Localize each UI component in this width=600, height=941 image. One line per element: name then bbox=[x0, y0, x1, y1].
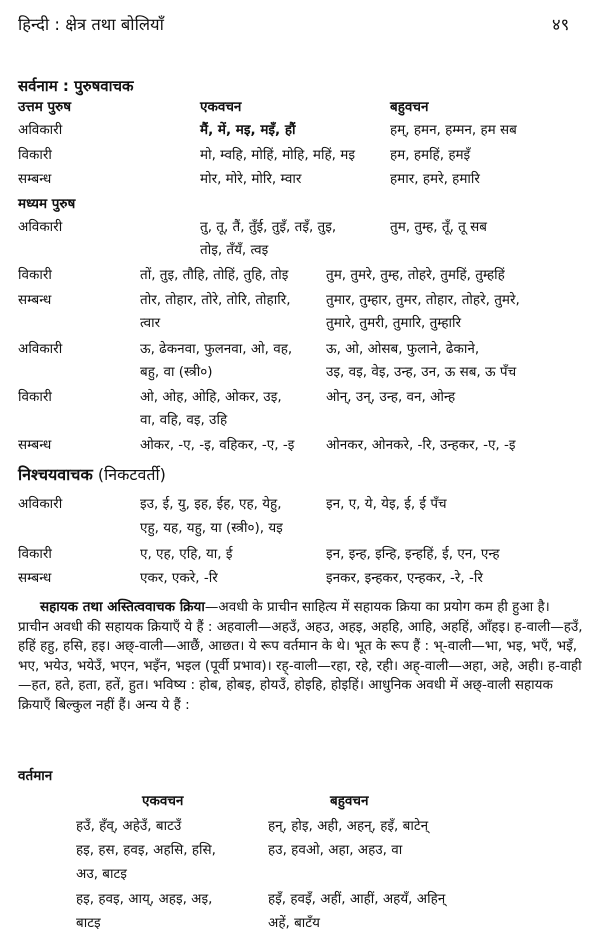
singular-forms: तोर, तोहार, तोरे, तोरि, तोहारि, bbox=[140, 292, 291, 308]
row-label: विकारी bbox=[18, 546, 52, 562]
second-person-heading: मध्यम पुरुष bbox=[18, 196, 76, 212]
demonstrative-title: निश्चयवाचक bbox=[18, 465, 93, 484]
row-label: अविकारी bbox=[18, 496, 63, 512]
col-plural: बहुवचन bbox=[390, 99, 429, 115]
plural-forms: ओन्, उन्, उन्ह, वन, ओन्ह bbox=[326, 389, 456, 405]
running-title: हिन्दी : क्षेत्र तथा बोलियाँ bbox=[18, 15, 164, 34]
singular-forms: हइ, हवइ, आय्, अहइ, अइ, bbox=[76, 891, 213, 907]
plural-forms: हमार, हमरे, हमारि bbox=[390, 171, 480, 187]
plural-forms: हन्, होइ, अही, अहन्, हइँ, बाटेन् bbox=[268, 818, 429, 834]
singular-forms: ओ, ओह, ओहि, ओकर, उइ, bbox=[140, 389, 282, 405]
singular-forms: बाटइ bbox=[76, 915, 101, 931]
col-singular: एकवचन bbox=[200, 99, 242, 115]
singular-forms: ओकर, -ए, -इ, वहिकर, -ए, -इ bbox=[140, 437, 295, 453]
section-title-pronoun: सर्वनाम : पुरुषवाचक bbox=[18, 77, 134, 95]
col-singular: एकवचन bbox=[142, 793, 184, 809]
plural-forms: उइ, वइ, वेइ, उन्ह, उन, ऊ सब, ऊ पँच bbox=[326, 364, 517, 380]
section-title-demonstrative bbox=[18, 465, 166, 485]
singular-forms: एकर, एकरे, -रि bbox=[140, 570, 218, 586]
plural-forms: हइँ, हवइँ, अहीं, आहीं, अहयँ, अहिन् bbox=[268, 891, 446, 907]
plural-forms: हम, हमहिं, हमइँ bbox=[390, 147, 471, 163]
row-label: विकारी bbox=[18, 389, 52, 405]
singular-forms: मैं, में, मइ, मइँ, हौं bbox=[200, 122, 296, 138]
singular-forms: मोर, मोरे, मोरि, म्वार bbox=[200, 171, 302, 187]
col-plural: बहुवचन bbox=[330, 793, 369, 809]
plural-forms: ओनकर, ओनकरे, -रि, उन्हकर, -ए, -इ bbox=[326, 437, 516, 453]
row-label: सम्बन्ध bbox=[18, 171, 52, 187]
present-tense-heading: वर्तमान bbox=[18, 768, 53, 784]
plural-forms: हम्, हमन, हम्मन, हम सब bbox=[390, 122, 517, 138]
plural-forms: तुम, तुम्ह, तूँ, तू सब bbox=[390, 219, 487, 235]
singular-forms: इउ, ई, यु, इह, ईह, एह, येहु, bbox=[140, 496, 282, 512]
plural-forms: अहें, बाटँय bbox=[268, 915, 320, 931]
row-label: अविकारी bbox=[18, 122, 63, 138]
demonstrative-title-suffix: (निकटवर्ती) bbox=[97, 465, 166, 484]
singular-forms: तोइ, तँयँ, त्वइ bbox=[200, 242, 269, 258]
singular-forms: अउ, बाटइ bbox=[76, 866, 127, 882]
plural-forms: तुमारे, तुमरी, तुमारि, तुम्हारि bbox=[326, 315, 462, 331]
plural-forms: इनकर, इन्हकर, एन्हकर, -रे, -रि bbox=[326, 570, 483, 586]
plural-forms: इन, ए, ये, येइ, ई, ई पँच bbox=[326, 496, 447, 512]
paragraph-body: —अवधी के प्राचीन साहित्य में सहायक क्रिया का प्रयोग कम ही हुआ है। प्राचीन अवधी की सहायक क्रियाएँ ये हैं : अहवाली—अहउँ, अहउ, अहइ, अहहि, आहि, अहहिं, आँहइ। ह-वाली—हउँ, हहिं हहु, हसि, हइ। अछ्-वाली—आछैं, आछत। ये रूप वर्तमान के थे। भूत के रूप हैं : भ्-वाली—भा, भइ, भएँ, भइँ, भए, भयेउ, भयेउँ, भएन, भइँन, भइल (पूर्वी प्रभाव)। रह्-वाली—रहा, रहे, रही। अह्-वाली—अहा, अहे, अही। ह-वाही—हत, हते, हता, हतें, हुत। भविष्य : होब, होबइ, होयउँ, होइहि, होइहिं। आधुनिक अवधी में अछ्-वाली सहायक क्रियाएँ बिल्कुल नहीं हैं। अन्य ये हैं : bbox=[18, 599, 583, 713]
plural-forms: इन, इन्ह, इन्हि, इन्हहिं, ई, एन, एन्ह bbox=[326, 546, 500, 562]
plural-forms: हउ, हवओ, अहा, अहउ, वा bbox=[268, 842, 403, 858]
singular-forms: त्वार bbox=[140, 315, 161, 331]
row-label: अविकारी bbox=[18, 219, 63, 235]
plural-forms: ऊ, ओ, ओसब, फुलाने, ढेकाने, bbox=[326, 341, 480, 357]
row-label: विकारी bbox=[18, 147, 52, 163]
plural-forms: तुमार, तुम्हार, तुमर, तोहार, तोहरे, तुमरे, bbox=[326, 292, 520, 308]
singular-forms: तों, तुइ, तौहि, तोहिं, तुहि, तोइ bbox=[140, 267, 289, 283]
row-label: विकारी bbox=[18, 267, 52, 283]
row-label: सम्बन्ध bbox=[18, 292, 52, 308]
page-number: ४९ bbox=[552, 15, 570, 34]
singular-forms: वा, वहि, वइ, उहि bbox=[140, 412, 228, 428]
singular-forms: हइ, हस, हवइ, अहसि, हसि, bbox=[76, 842, 216, 858]
singular-forms: मो, म्वहि, मोहिं, मोहि, महिं, मइ bbox=[200, 147, 355, 163]
first-person-heading: उत्तम पुरुष bbox=[18, 99, 72, 115]
singular-forms: एहु, यह, यहु, या (स्त्री०), यइ bbox=[140, 520, 283, 536]
singular-forms: ऊ, ढेकनवा, फुलनवा, ओ, वह, bbox=[140, 341, 293, 357]
row-label: सम्बन्ध bbox=[18, 570, 52, 586]
singular-forms: हउँ, हँव्, अहेउँ, बाटउँ bbox=[76, 818, 182, 834]
singular-forms: तु, तू, तैं, तुँई, तुइँ, तइँ, तुइ, bbox=[200, 219, 337, 235]
plural-forms: तुम, तुमरे, तुम्ह, तोहरे, तुमहिं, तुम्हहिं bbox=[326, 267, 505, 283]
row-label: सम्बन्ध bbox=[18, 437, 52, 453]
auxiliary-verbs-paragraph bbox=[18, 598, 584, 715]
row-label: अविकारी bbox=[18, 341, 63, 357]
paragraph-lead: सहायक तथा अस्तित्ववाचक क्रिया bbox=[40, 599, 205, 615]
singular-forms: ए, एह, एहि, या, ई bbox=[140, 546, 233, 562]
singular-forms: बहु, वा (स्त्री०) bbox=[140, 364, 213, 380]
